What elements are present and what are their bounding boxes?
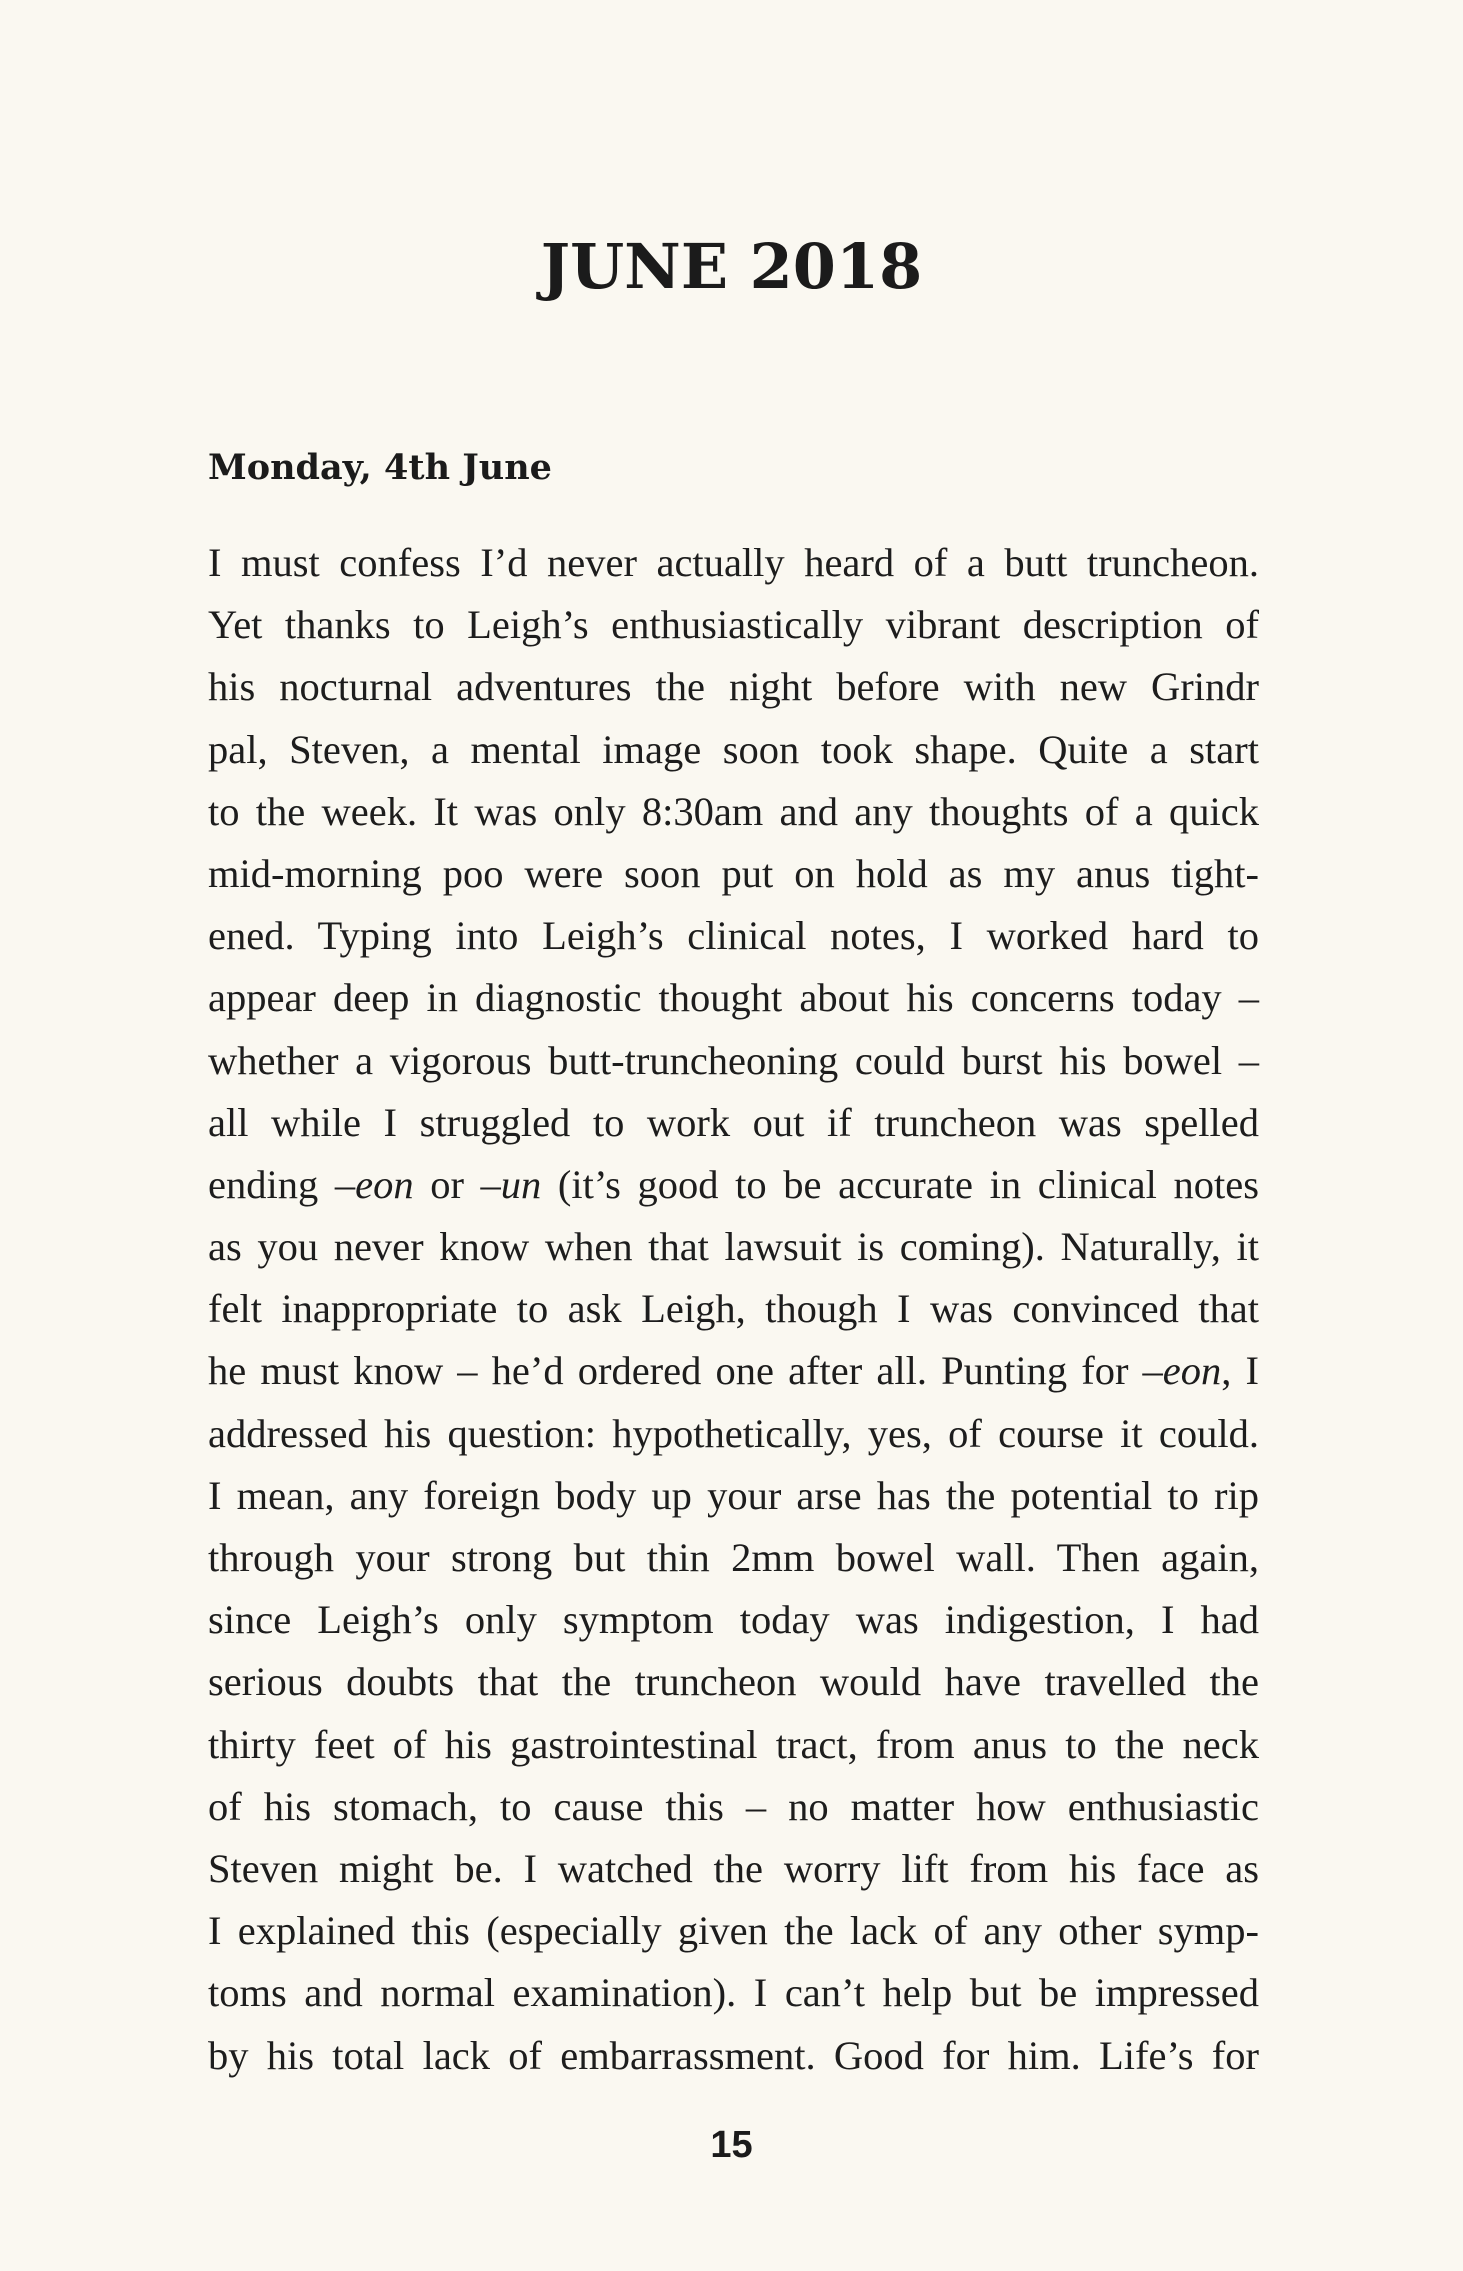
body-line: he must know – he’d ordered one after all. Punting for –eon, I xyxy=(208,1348,1259,1394)
body-line: felt inappropriate to ask Leigh, though I was convinced that xyxy=(208,1286,1259,1332)
entry-date-heading: Monday, 4th June xyxy=(208,447,552,488)
body-line: thirty feet of his gastrointestinal tract, from anus to the neck xyxy=(208,1721,1259,1767)
chapter-title: JUNE 2018 xyxy=(540,230,923,303)
body-line: Steven might be. I watched the worry lift from his face as xyxy=(208,1845,1259,1891)
body-line: pal, Steven, a mental image soon took shape. Quite a start xyxy=(208,726,1259,772)
body-line: appear deep in diagnostic thought about his concerns today – xyxy=(208,975,1259,1021)
body-line: by his total lack of embarrassment. Good for him. Life’s for xyxy=(208,2032,1259,2078)
body-line: ened. Typing into Leigh’s clinical notes, I worked hard to xyxy=(208,913,1259,959)
body-line: mid-morning poo were soon put on hold as my anus tight- xyxy=(208,850,1259,896)
page-number: 15 xyxy=(710,2124,753,2166)
body-line: of his stomach, to cause this – no matter how enthusiastic xyxy=(208,1783,1259,1829)
body-line: ending –eon or –un (it’s good to be accurate in clinical notes xyxy=(208,1161,1259,1207)
body-line: addressed his question: hypothetically, yes, of course it could. xyxy=(208,1410,1259,1456)
body-line: to the week. It was only 8:30am and any thoughts of a quick xyxy=(208,788,1259,834)
body-line: as you never know when that lawsuit is coming). Naturally, it xyxy=(208,1224,1259,1270)
body-line: I must confess I’d never actually heard of a butt truncheon. xyxy=(208,540,1259,585)
body-line: whether a vigorous butt-truncheoning could burst his bowel – xyxy=(208,1037,1259,1083)
body-line: I mean, any foreign body up your arse has the potential to rip xyxy=(208,1472,1259,1518)
body-line: through your strong but thin 2mm bowel wall. Then again, xyxy=(208,1535,1259,1580)
entry-body xyxy=(208,532,1259,2087)
body-line: I explained this (especially given the lack of any other symp- xyxy=(208,1908,1259,1954)
body-line: serious doubts that the truncheon would have travelled the xyxy=(208,1659,1259,1705)
body-line: since Leigh’s only symptom today was indigestion, I had xyxy=(208,1597,1259,1643)
body-line: all while I struggled to work out if truncheon was spelled xyxy=(208,1099,1259,1145)
body-line: toms and normal examination). I can’t help but be impressed xyxy=(208,1970,1259,2016)
body-line: Yet thanks to Leigh’s enthusiastically vibrant description of xyxy=(208,602,1259,648)
body-line: his nocturnal adventures the night before with new Grindr xyxy=(208,664,1259,710)
